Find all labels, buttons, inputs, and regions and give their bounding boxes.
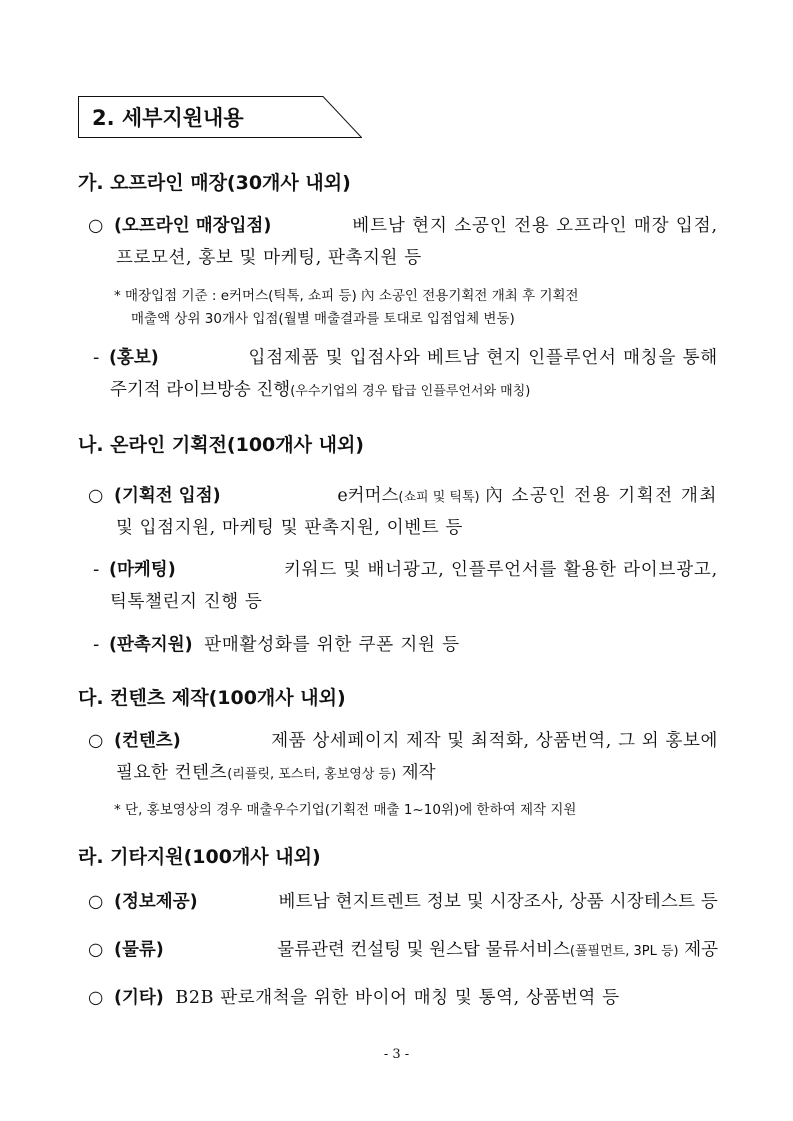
list-item-info [88,888,718,913]
list-item-offline-store [88,212,718,237]
item-text-line1: 물류관련 컨설팅 및 원스탑 물류서비스(풀필먼트, 3PL 등) 제공 [277,940,718,960]
list-item-other [88,984,620,1009]
bullet-circle: ○ [88,988,104,1008]
bullet-dash: - [93,560,100,580]
note-line1: * 매장입점 기준 : e커머스(틱톡, 쇼피 등) 內 소공인 전용기획전 개최 후 기획전 [114,288,579,304]
keyword-label: (기타) [114,988,164,1008]
list-item-sales-promotion [93,631,460,656]
item-text-main: 주기적 라이브방송 진행 [110,380,291,400]
heading-other-support: 라. 기타지원(100개사 내외) [78,846,321,868]
item-text-small: (리플릿, 포스터, 홍보영상 등) [227,767,397,782]
heading-online-exhibition: 나. 온라인 기획전(100개사 내외) [78,434,364,456]
item-text-line1: 베트남 현지 소공인 전용 오프라인 매장 입점, [352,216,718,236]
page-number: - 3 - [383,1047,410,1062]
item-text-line2: 및 입점지원, 마케팅 및 판촉지원, 이벤트 등 [116,518,463,538]
item-text-line1: 입점제품 및 입점사와 베트남 현지 인플루언서 매칭을 통해 [248,348,718,368]
keyword-label: (오프라인 매장입점) [114,216,272,236]
list-item-promotion [93,344,718,369]
item-text-line2: 프로모션, 홍보 및 마케팅, 판촉지원 등 [116,248,422,268]
keyword-label: (정보제공) [114,892,198,912]
item-text-small: (풀필먼트, 3PL 등) [569,944,679,959]
bullet-circle: ○ [88,216,104,236]
item-text-line1: 베트남 현지트렌트 정보 및 시장조사, 상품 시장테스트 등 [278,892,718,912]
item-text-line1: e커머스(쇼피 및 틱톡) 內 소공인 전용 기획전 개최 [337,486,718,506]
bullet-circle: ○ [88,892,104,912]
item-text-small: (우수기업의 경우 탑급 인플루언서와 매칭) [290,384,531,399]
bullet-dash: - [93,635,100,655]
keyword-label: (기획전 입점) [114,486,221,506]
section-title: 2. 세부지원내용 [92,106,244,130]
keyword-label: (컨텐츠) [114,731,181,751]
heading-content-production: 다. 컨텐츠 제작(100개사 내외) [78,687,346,709]
keyword-label: (마케팅) [109,560,176,580]
note-line1: * 단, 홍보영상의 경우 매출우수기업(기획전 매출 1~10위)에 한하여 제작 지원 [114,802,577,818]
item-text-main: 필요한 컨텐츠 [116,763,228,783]
item-text-small: (쇼피 및 틱톡) [398,490,480,505]
heading-offline-store: 가. 오프라인 매장(30개사 내외) [78,172,351,194]
item-text-end: 제작 [401,763,436,783]
item-text-line1: 판매활성화를 위한 쿠폰 지원 등 [204,635,460,655]
note-line2: 매출액 상위 30개사 입점(월별 매출결과를 토대로 입점업체 변동) [131,311,515,327]
bullet-circle: ○ [88,940,104,960]
item-text-line1: B2B 판로개척을 위한 바이어 매칭 및 통역, 상품번역 등 [175,988,620,1008]
item-text-line1: 키워드 및 배너광고, 인플루언서를 활용한 라이브광고, [283,560,718,580]
keyword-label: (물류) [114,940,164,960]
bullet-dash: - [93,348,100,368]
list-item-logistics [88,936,718,961]
list-item-marketing [93,556,718,581]
section-title-box [78,96,362,138]
item-text-line2 [110,376,530,401]
item-text-line2: 틱톡챌린지 진행 등 [110,592,263,612]
keyword-label: (판촉지원) [109,635,193,655]
list-item-content [88,727,718,752]
keyword-label: (홍보) [109,348,159,368]
item-text-line1: 제품 상세페이지 제작 및 최적화, 상품번역, 그 외 홍보에 [271,731,718,751]
bullet-circle: ○ [88,731,104,751]
list-item-exhibition-entry [88,482,718,507]
item-text-line2 [116,759,436,784]
bullet-circle: ○ [88,486,104,506]
